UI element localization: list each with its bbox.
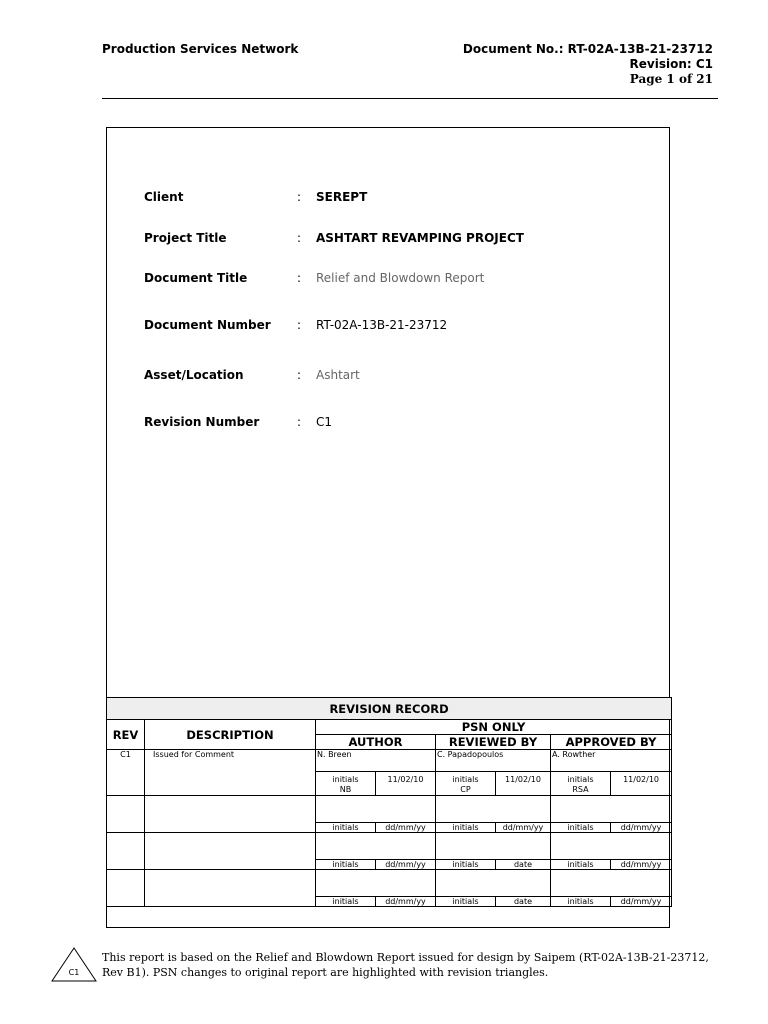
author-name — [316, 870, 436, 897]
revision-label: Revision: C1 — [629, 57, 713, 71]
document-number: Document No.: RT-02A-13B-21-23712 — [462, 42, 713, 56]
reviewer-name — [436, 870, 551, 897]
field-colon: : — [297, 271, 302, 285]
footer-note: This report is based on the Relief and Blowdown Report issued for design by Saipem (RT-02A-13B-21-23712, Rev B1). PSN changes to original report are highlighted with revision triangles. — [102, 951, 709, 979]
initials-value: RSA — [572, 785, 589, 794]
rev-cell: C1 — [107, 750, 145, 796]
revision-record-table — [106, 697, 672, 907]
author-initials: initials — [316, 897, 376, 907]
column-header-reviewed-by: REVIEWED BY — [436, 735, 551, 750]
field-value: C1 — [316, 415, 333, 429]
psn-only-header: PSN ONLY — [316, 720, 672, 735]
author-date: dd/mm/yy — [376, 823, 436, 833]
initials-label: initials — [567, 775, 594, 784]
approver-name — [551, 833, 672, 860]
description-cell: Issued for Comment — [145, 750, 316, 796]
reviewer-date: 11/02/10 — [496, 772, 551, 796]
field-label: Client — [144, 190, 184, 204]
rev-cell — [107, 833, 145, 870]
author-date: dd/mm/yy — [376, 860, 436, 870]
initials-value: NB — [339, 785, 352, 794]
rev-cell — [107, 870, 145, 907]
approver-initials: initials — [551, 897, 611, 907]
document-reference — [463, 42, 713, 87]
field-value: Relief and Blowdown Report — [316, 271, 485, 285]
revision-record-title: REVISION RECORD — [107, 698, 672, 720]
field-colon: : — [297, 190, 302, 204]
revision-triangle-icon — [50, 946, 98, 984]
author-name: N. Breen — [316, 750, 436, 772]
field-label: Asset/Location — [144, 368, 244, 382]
column-header-author: AUTHOR — [316, 735, 436, 750]
initials-label: initials — [332, 775, 359, 784]
field-colon: : — [297, 415, 302, 429]
reviewer-initials-cell — [436, 772, 496, 796]
field-value: Ashtart — [316, 368, 360, 382]
field-value: RT-02A-13B-21-23712 — [316, 318, 448, 332]
reviewer-date: date — [496, 860, 551, 870]
rev-cell — [107, 796, 145, 833]
description-cell — [145, 796, 316, 833]
approver-date: dd/mm/yy — [611, 823, 672, 833]
field-value: ASHTART REVAMPING PROJECT — [316, 231, 524, 245]
approver-name: A. Rowther — [551, 750, 672, 772]
reviewer-name — [436, 796, 551, 823]
field-label: Revision Number — [144, 415, 260, 429]
reviewer-initials: initials — [436, 897, 496, 907]
header-divider — [102, 98, 718, 99]
field-colon: : — [297, 368, 302, 382]
field-value: SEREPT — [316, 190, 368, 204]
approver-initials: initials — [551, 860, 611, 870]
reviewer-date: date — [496, 897, 551, 907]
approver-date: dd/mm/yy — [611, 897, 672, 907]
initials-value: CP — [460, 785, 471, 794]
column-header-approved-by: APPROVED BY — [551, 735, 672, 750]
column-header-rev: REV — [107, 720, 145, 750]
company-name: Production Services Network — [102, 42, 299, 56]
reviewer-name: C. Papadopoulos — [436, 750, 551, 772]
reviewer-name — [436, 833, 551, 860]
author-name — [316, 796, 436, 823]
approver-initials-cell — [551, 772, 611, 796]
author-date: dd/mm/yy — [376, 897, 436, 907]
author-initials: initials — [316, 860, 376, 870]
revision-triangle-label: C1 — [68, 968, 80, 977]
description-cell — [145, 870, 316, 907]
field-colon: : — [297, 231, 302, 245]
description-cell — [145, 833, 316, 870]
author-date: 11/02/10 — [376, 772, 436, 796]
field-colon: : — [297, 318, 302, 332]
page-number: Page 1 of 21 — [629, 72, 713, 86]
approver-date: 11/02/10 — [611, 772, 672, 796]
approver-initials: initials — [551, 823, 611, 833]
author-initials: initials — [316, 823, 376, 833]
field-label: Document Title — [144, 271, 248, 285]
approver-date: dd/mm/yy — [611, 860, 672, 870]
initials-label: initials — [452, 775, 479, 784]
field-label: Document Number — [144, 318, 271, 332]
reviewer-initials: initials — [436, 823, 496, 833]
author-name — [316, 833, 436, 860]
column-header-description: DESCRIPTION — [145, 720, 316, 750]
reviewer-initials: initials — [436, 860, 496, 870]
author-initials-cell — [316, 772, 376, 796]
reviewer-date: dd/mm/yy — [496, 823, 551, 833]
field-label: Project Title — [144, 231, 227, 245]
approver-name — [551, 796, 672, 823]
approver-name — [551, 870, 672, 897]
